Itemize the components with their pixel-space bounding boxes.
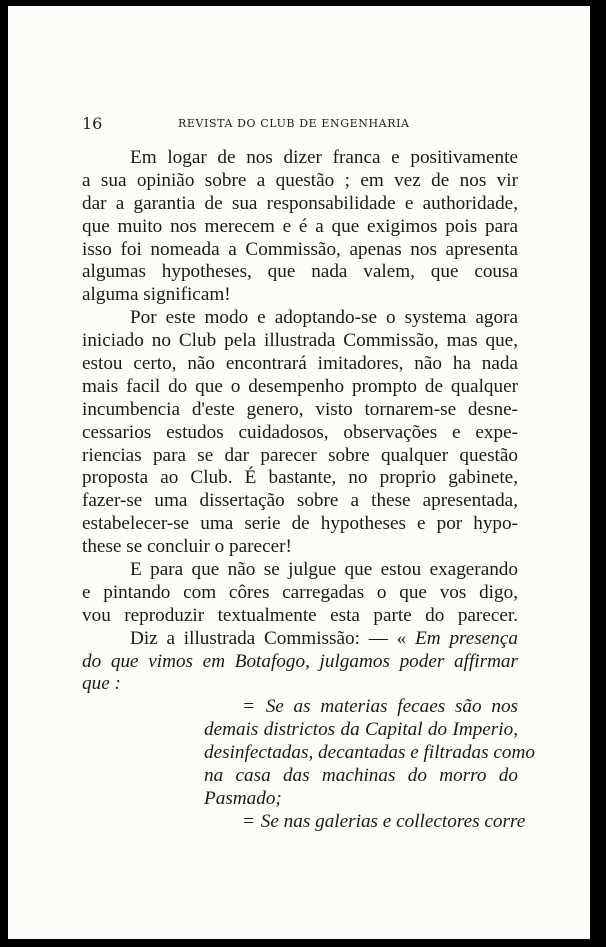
paragraph-1-line: algumas hypotheses, que nada valem, que cousa: [82, 261, 518, 283]
paragraph-2-line: mais facil do que o desempenho prompto de qualquer: [82, 375, 518, 397]
paragraph-1-line: dar a garantia de sua responsabilidade e authoridade,: [82, 192, 518, 214]
running-title: REVISTA DO CLUB DE ENGENHARIA: [178, 117, 410, 130]
quote-1-line: desinfectadas, decantadas e filtradas como: [204, 742, 535, 764]
quote-1-line: na casa das machinas do morro do: [204, 765, 518, 787]
page-header: [82, 114, 518, 134]
paragraph-2-line: these se concluir o parecer!: [82, 536, 292, 558]
quote-2-first-line: [82, 810, 526, 834]
paragraph-4-lead: Diz a illustrada Commissão: — «: [130, 627, 407, 649]
body-text: [82, 147, 535, 834]
paragraph-3-line: E para que não se julgue que estou exagerando: [130, 559, 518, 581]
quote-1-first-text: Se as materias fecaes são nos: [265, 696, 519, 718]
paragraph-4-line: que :: [82, 673, 121, 695]
paragraph-1-line: Em logar de nos dizer franca e positivamente: [130, 147, 518, 168]
page-number: 16: [82, 114, 103, 133]
paragraph-4-line: do que vimos em Botafogo, julgamos poder affirmar: [82, 650, 518, 672]
quote-1-marker: =: [242, 696, 256, 718]
paragraph-2-line: estou certo, não encontrará imitadores, não ha nada: [82, 353, 518, 375]
paragraph-2-line: incumbencia d'este genero, visto tornarem-se desne-: [82, 398, 518, 420]
paragraph-2-line: estabelecer-se uma serie de hypotheses e por hypo-: [82, 513, 518, 535]
paragraph-1-line: alguma significam!: [82, 284, 231, 306]
paragraph-3-line: vou reproduzir textualmente esta parte do parecer.: [82, 604, 518, 626]
paragraph-1-line: isso foi nomeada a Commissão, apenas nos apresenta: [82, 238, 518, 260]
paragraph-3-line: e pintando com côres carregadas o que vos digo,: [82, 581, 518, 603]
quote-1-line: Pasmado;: [204, 787, 282, 809]
paragraph-2-line: riencias para se dar parecer sobre qualquer questão: [82, 444, 518, 466]
paragraph-1-line: que muito nos merecem e é a que exigimos pois para: [82, 215, 518, 237]
quote-2-marker: =: [242, 810, 256, 832]
paragraph-4-first-line: [82, 628, 518, 651]
paragraph-2-line: Por este modo e adoptando-se o systema agora: [130, 307, 518, 329]
quote-1-first-line: [82, 696, 518, 719]
quote-1-line: demais districtos da Capital do Imperio,: [204, 719, 518, 741]
quote-start: Em presença: [415, 627, 518, 649]
paragraph-2-line: iniciado no Club pela illustrada Commissão, mas que,: [82, 330, 518, 352]
paragraph-2-line: fazer-se uma dissertação sobre a these apresentada,: [82, 490, 518, 512]
paragraph-2-line: cessarios estudos cuidadosos, observações e expe-: [82, 421, 518, 443]
paragraph-2-line: proposta ao Club. É bastante, no proprio gabinete,: [82, 467, 518, 489]
paragraph-1-line: a sua opinião sobre a questão ; em vez de nos vir: [82, 169, 518, 191]
quote-2-first-text: Se nas galerias e collectores corre: [260, 810, 526, 832]
